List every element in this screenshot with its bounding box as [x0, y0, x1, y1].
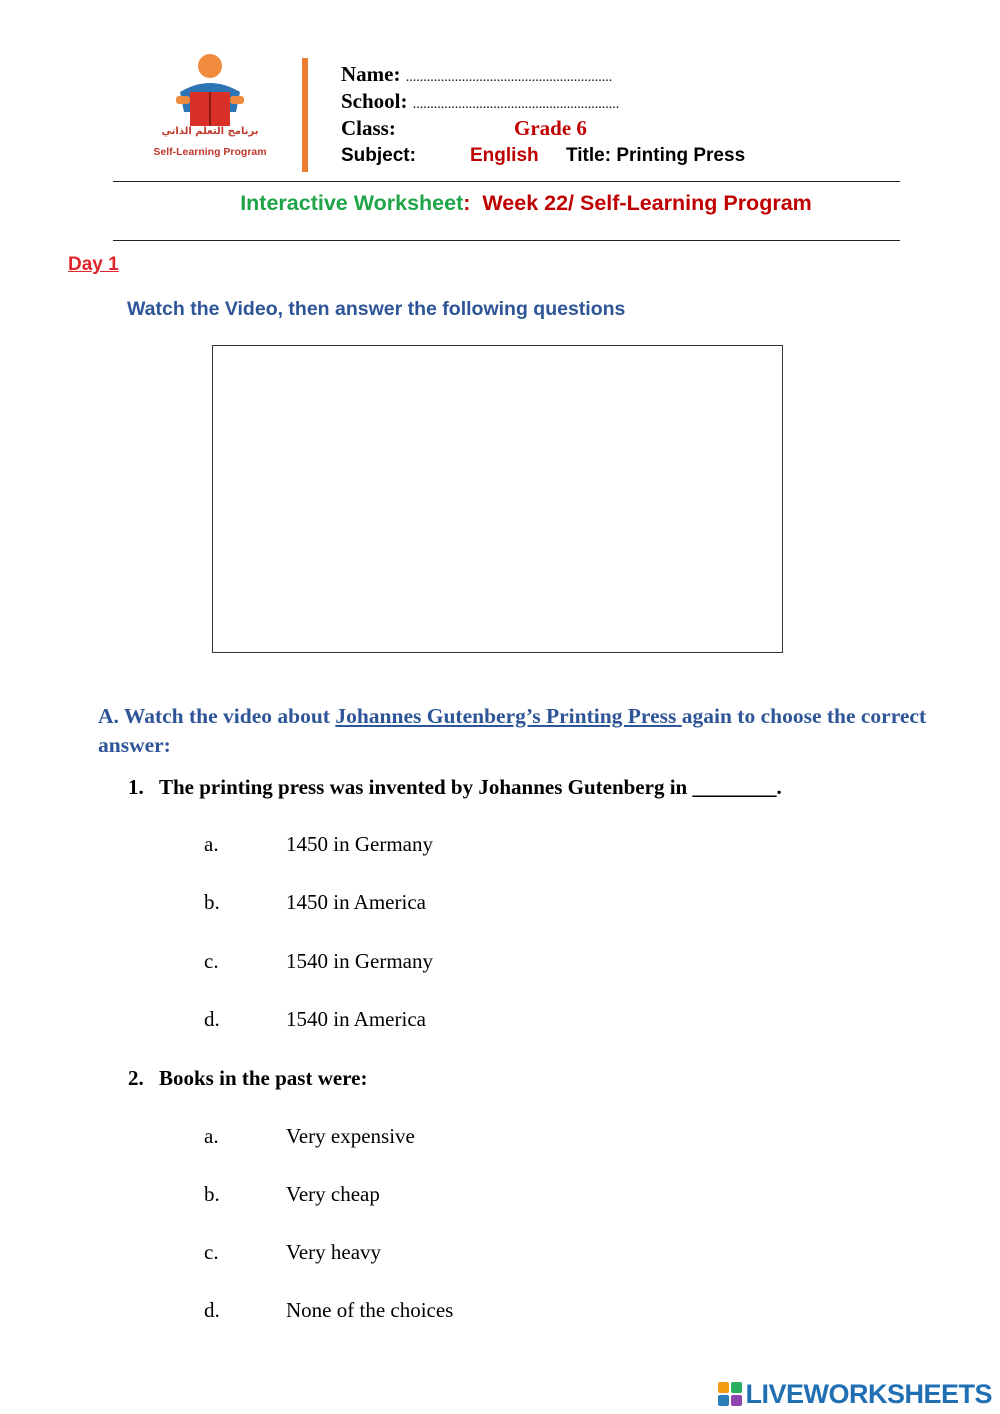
option-text[interactable]: None of the choices: [286, 1298, 454, 1322]
section-a-suffix: again to choose the correct answer:: [98, 704, 927, 757]
option-letter: c.: [204, 1240, 219, 1264]
section-a-prefix: A. Watch the video about: [98, 704, 336, 728]
question-2: [128, 1066, 367, 1091]
video-frame[interactable]: [212, 345, 783, 653]
worksheet-title-green: Interactive Worksheet: [240, 191, 464, 215]
logo-arabic-text: برنامج التعلم الذاتي: [161, 126, 259, 137]
option-text[interactable]: 1450 in Germany: [286, 832, 433, 856]
section-a-heading: [98, 702, 948, 760]
class-row: [341, 116, 396, 141]
subject-value: English: [470, 145, 539, 166]
class-value: Grade 6: [514, 116, 587, 140]
option-text[interactable]: 1540 in Germany: [286, 949, 433, 973]
name-label: Name:: [341, 62, 401, 86]
logo-english-text: Self-Learning Program: [153, 146, 267, 158]
option-text[interactable]: Very heavy: [286, 1240, 382, 1264]
worksheet-title-colon: :: [463, 191, 471, 215]
worksheet-title-red: Week 22/ Self-Learning Program: [482, 191, 812, 215]
option-letter: d.: [204, 1298, 220, 1322]
question-number: 1.: [128, 775, 144, 799]
question-text: Books in the past were:: [159, 1066, 368, 1090]
option-letter: b.: [204, 1182, 220, 1206]
liveworksheets-watermark: [718, 1374, 992, 1414]
worksheet-title: [0, 191, 1000, 216]
class-label: Class:: [341, 116, 396, 140]
reader-figure-icon: [140, 52, 280, 132]
school-row: [341, 89, 619, 114]
header-rule-bottom: [113, 240, 900, 241]
instruction-text: Watch the Video, then answer the following questions: [127, 298, 626, 320]
header-divider-bar: [302, 58, 308, 172]
option-text[interactable]: 1540 in America: [286, 1007, 426, 1031]
name-row: [341, 62, 612, 87]
liveworksheets-logo-icon: [718, 1382, 742, 1406]
liveworksheets-brand: LIVEWORKSHEETS: [745, 1378, 992, 1409]
name-field[interactable]: ...........................................................: [405, 70, 613, 85]
option-letter: d.: [204, 1007, 220, 1031]
option-text[interactable]: 1450 in America: [286, 890, 426, 914]
header-rule-top: [113, 181, 900, 182]
option-letter: c.: [204, 949, 219, 973]
question-1: [128, 775, 782, 800]
option-letter: a.: [204, 1124, 219, 1148]
school-field[interactable]: ...........................................................: [412, 97, 620, 112]
day-label: Day 1: [68, 254, 119, 275]
question-number: 2.: [128, 1066, 144, 1090]
option-letter: a.: [204, 832, 219, 856]
question-text: The printing press was invented by Johannes Gutenberg in ________.: [159, 775, 782, 799]
section-a-link[interactable]: Johannes Gutenberg’s Printing Press: [335, 704, 682, 728]
option-text[interactable]: Very expensive: [286, 1124, 415, 1148]
subject-label: Subject:: [341, 145, 416, 166]
school-label: School:: [341, 89, 408, 113]
option-letter: b.: [204, 890, 220, 914]
option-text[interactable]: Very cheap: [286, 1182, 380, 1206]
title-text: Title: Printing Press: [566, 145, 746, 166]
